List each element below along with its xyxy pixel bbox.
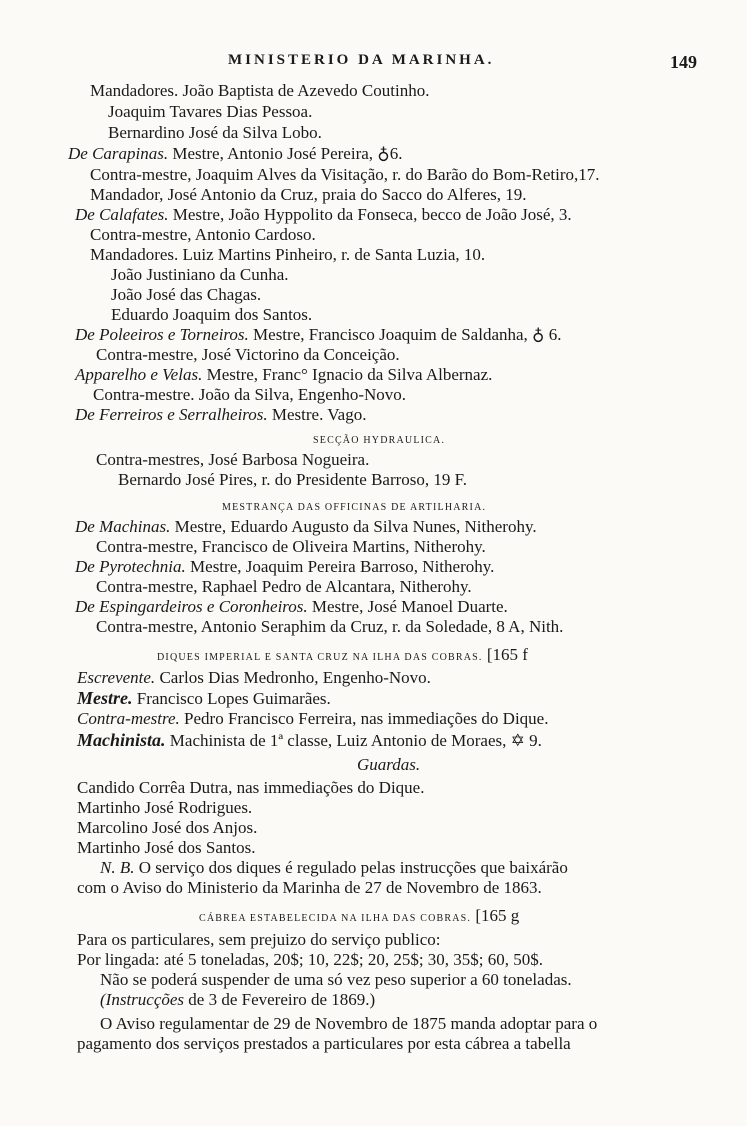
trade-label: De Carapinas. xyxy=(68,144,169,163)
text-line: Joaquim Tavares Dias Pessoa. xyxy=(108,102,313,121)
section-heading: MESTRANÇA DAS OFFICINAS DE ARTILHARIA. xyxy=(222,502,487,513)
text-line: João Justiniano da Cunha. xyxy=(111,265,289,284)
text-line: Contra-mestre, Francisco de Oliveira Martins, Nitherohy. xyxy=(96,537,486,556)
role-label: Mestre. xyxy=(77,688,133,708)
text-line: Mandadores. Luiz Martins Pinheiro, r. de Santa Luzia, 10. xyxy=(90,245,486,264)
text-line: Por lingada: até 5 toneladas, 20$; 10, 22$; 20, 25$; 30, 35$; 60, 50$. xyxy=(77,950,544,969)
text-line: Contra-mestre, Antonio Cardoso. xyxy=(90,225,316,244)
text-line: João José das Chagas. xyxy=(111,285,262,304)
text-line: Contra-mestre. Pedro Francisco Ferreira, nas immediações do Dique. xyxy=(77,709,549,728)
text-line: pagamento dos serviços prestados a particulares por esta cábrea a tabella xyxy=(77,1034,571,1053)
trade-label: De Calafates. xyxy=(75,205,169,224)
text-line: Mandador, José Antonio da Cruz, praia do Sacco do Alferes, 19. xyxy=(90,185,527,204)
trade-label: De Machinas. xyxy=(75,517,171,536)
text-line: De Ferreiros e Serralheiros. Mestre. Vago. xyxy=(75,405,367,424)
page-number: 149 xyxy=(670,52,697,72)
running-head: MINISTERIO DA MARINHA. xyxy=(228,52,495,68)
section-heading: CÁBREA ESTABELECIDA NA ILHA DAS COBRAS. [165 g xyxy=(199,906,520,925)
ref-label: (Instrucções xyxy=(100,990,185,1009)
text-line: Mestre. Francisco Lopes Guimarães. xyxy=(77,688,331,708)
role-label: Escrevente. xyxy=(77,668,156,687)
section-heading: DIQUES IMPERIAL E SANTA CRUZ NA ILHA DAS COBRAS. [165 f xyxy=(157,645,528,664)
subheading: Guardas. xyxy=(357,755,421,774)
text-line: Martinho José dos Santos. xyxy=(77,838,256,857)
role-label: Contra-mestre. xyxy=(77,709,180,728)
section-heading: SECÇÃO HYDRAULICA. xyxy=(313,435,446,446)
text-line: N. B. O serviço dos diques é regulado pelas instrucções que baixárão xyxy=(100,858,568,877)
text-line: De Espingardeiros e Coronheiros. Mestre, José Manoel Duarte. xyxy=(75,597,508,616)
trade-label: Apparelho e Velas. xyxy=(75,365,203,384)
text-line: O Aviso regulamentar de 29 de Novembro de 1875 manda adoptar para o xyxy=(100,1014,598,1033)
text-line: Marcolino José dos Anjos. xyxy=(77,818,258,837)
text-line: De Poleeiros e Torneiros. Mestre, Francisco Joaquim de Saldanha, ♁ 6. xyxy=(75,325,562,344)
text-line: Contra-mestre, José Victorino da Conceição. xyxy=(96,345,400,364)
text-line: Mandadores. João Baptista de Azevedo Coutinho. xyxy=(90,81,430,100)
text-line: Contra-mestres, José Barbosa Nogueira. xyxy=(96,450,370,469)
text-line: De Pyrotechnia. Mestre, Joaquim Pereira Barroso, Nitherohy. xyxy=(75,557,495,576)
text-line: Machinista. Machinista de 1ª classe, Luiz Antonio de Moraes, ✡ 9. xyxy=(77,730,542,750)
text-line: Eduardo Joaquim dos Santos. xyxy=(111,305,313,324)
text-line: Contra-mestre. João da Silva, Engenho-Novo. xyxy=(93,385,407,404)
text-line: De Calafates. Mestre, João Hyppolito da Fonseca, becco de João José, 3. xyxy=(75,205,572,224)
trade-label: De Ferreiros e Serralheiros. xyxy=(75,405,268,424)
role-label: Machinista. xyxy=(77,730,166,750)
text-line: Apparelho e Velas. Mestre, Franc° Ignacio da Silva Albernaz. xyxy=(75,365,493,384)
text-line: Bernardino José da Silva Lobo. xyxy=(108,123,322,142)
text-line: De Carapinas. Mestre, Antonio José Pereira, ♁6. xyxy=(68,144,403,163)
text-line: De Machinas. Mestre, Eduardo Augusto da Silva Nunes, Nitherohy. xyxy=(75,517,537,536)
text-line: Martinho José Rodrigues. xyxy=(77,798,253,817)
text-line: Candido Corrêa Dutra, nas immediações do Dique. xyxy=(77,778,425,797)
text-line: Escrevente. Carlos Dias Medronho, Engenho-Novo. xyxy=(77,668,431,687)
note-label: N. B. xyxy=(100,858,135,877)
text-line: (Instrucções de 3 de Fevereiro de 1869.) xyxy=(100,990,376,1009)
text-line: Bernardo José Pires, r. do Presidente Barroso, 19 F. xyxy=(118,470,467,489)
text-line: Para os particulares, sem prejuizo do serviço publico: xyxy=(77,930,441,949)
trade-label: De Pyrotechnia. xyxy=(75,557,186,576)
trade-label: De Espingardeiros e Coronheiros. xyxy=(75,597,308,616)
trade-label: De Poleeiros e Torneiros. xyxy=(75,325,249,344)
text-line: Contra-mestre, Joaquim Alves da Visitação, r. do Barão do Bom-Retiro,17. xyxy=(90,165,600,184)
text-line: Contra-mestre, Antonio Seraphim da Cruz, r. da Soledade, 8 A, Nith. xyxy=(96,617,564,636)
text-line: Contra-mestre, Raphael Pedro de Alcantara, Nitherohy. xyxy=(96,577,472,596)
text-line: Não se poderá suspender de uma só vez peso superior a 60 toneladas. xyxy=(100,970,572,989)
text-line: com o Aviso do Ministerio da Marinha de 27 de Novembro de 1863. xyxy=(77,878,542,897)
